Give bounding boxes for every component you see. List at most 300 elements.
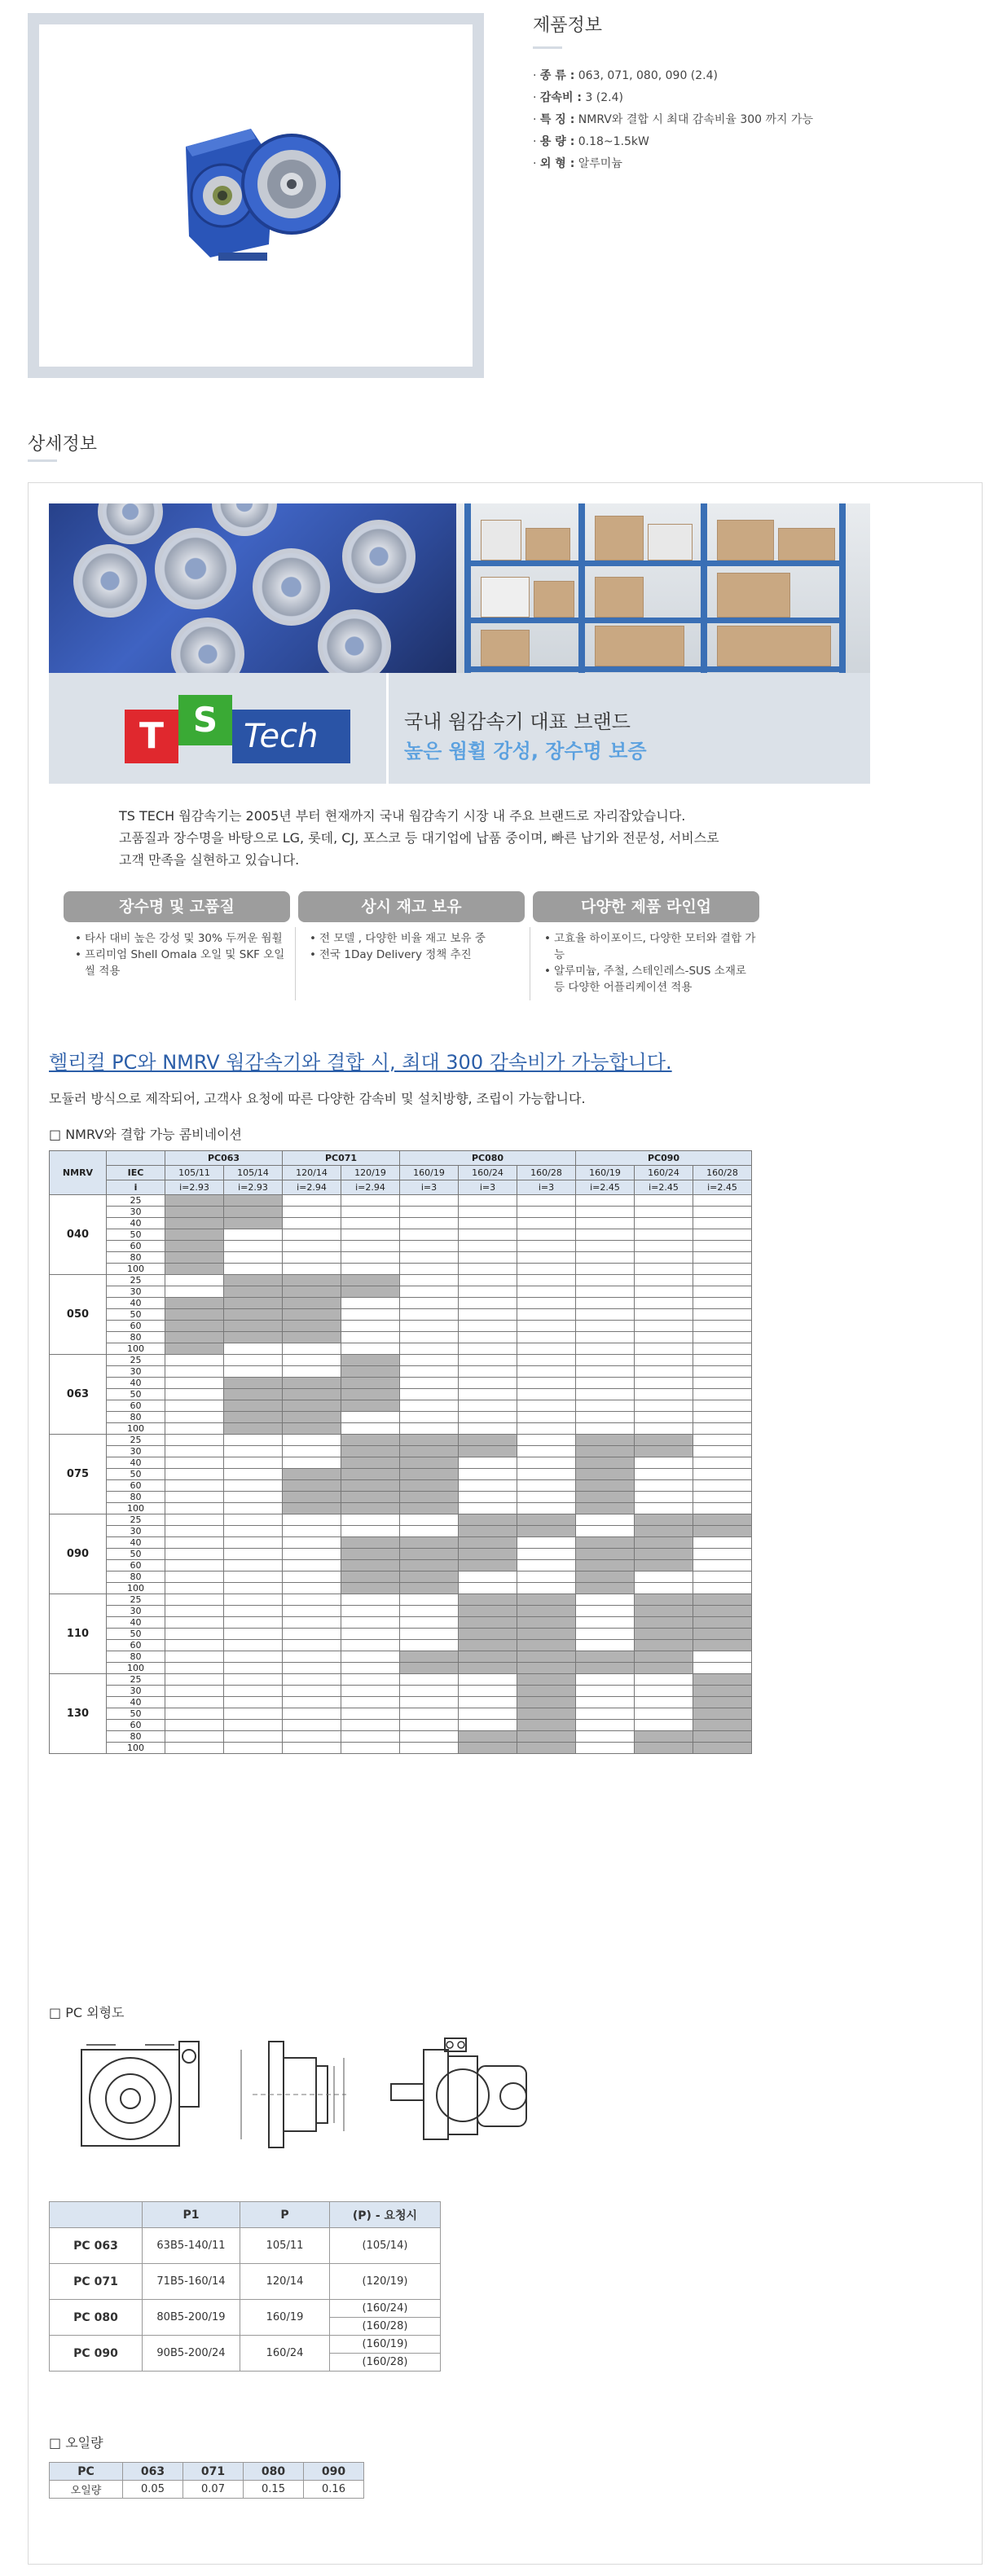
combo-cell-empty <box>576 1743 635 1754</box>
combo-cell-available <box>517 1606 576 1617</box>
table-row <box>50 1743 752 1754</box>
combo-cell-empty <box>635 1343 693 1355</box>
combo-ratio-cell: i=2.45 <box>576 1180 635 1195</box>
table-row <box>50 1594 752 1606</box>
table-row <box>50 1526 752 1537</box>
table-row <box>50 1264 752 1275</box>
combo-cell-empty <box>224 1492 283 1503</box>
combo-cell-available <box>517 1708 576 1720</box>
table-row <box>50 1423 752 1435</box>
combo-cell-empty <box>224 1435 283 1446</box>
table-row <box>50 1686 752 1697</box>
table-row: PC 063 071 080 090 <box>50 2463 364 2481</box>
combo-cell-empty <box>224 1640 283 1651</box>
combo-cell-available <box>635 1514 693 1526</box>
combo-cell-available <box>400 1446 459 1457</box>
combo-corner <box>107 1151 165 1166</box>
combo-cell-empty <box>400 1400 459 1412</box>
combo-cell-empty <box>459 1378 517 1389</box>
combo-cell-empty <box>400 1606 459 1617</box>
combo-sub-ratio: 30 <box>107 1286 165 1298</box>
combo-cell-empty <box>165 1400 224 1412</box>
combo-cell-empty <box>517 1400 576 1412</box>
combo-cell-available <box>693 1617 752 1629</box>
combo-cell-empty <box>165 1514 224 1526</box>
table-row <box>50 1275 752 1286</box>
combo-cell-empty <box>459 1469 517 1480</box>
combo-cell-empty <box>224 1241 283 1252</box>
combo-cell-empty <box>517 1366 576 1378</box>
combo-cell-empty <box>576 1606 635 1617</box>
combo-cell-available <box>341 1366 400 1378</box>
combo-cell-available <box>693 1629 752 1640</box>
combo-cell-available <box>635 1663 693 1674</box>
combo-cell-empty <box>165 1275 224 1286</box>
combo-cell-empty <box>165 1435 224 1446</box>
combo-cell-empty <box>165 1731 224 1743</box>
combo-sub-ratio: 80 <box>107 1731 165 1743</box>
feature-item: • 타사 대비 높은 강성 및 30% 두꺼운 웜휠 <box>75 930 290 947</box>
combo-cell-available <box>693 1708 752 1720</box>
table-row: PC 063 63B5-140/11 105/11 (105/14) <box>50 2228 441 2264</box>
combo-cell-empty <box>224 1743 283 1754</box>
combo-cell-empty <box>517 1207 576 1218</box>
combo-cell-empty <box>400 1708 459 1720</box>
brand-bar <box>49 673 870 784</box>
combo-cell-empty <box>224 1503 283 1514</box>
combo-cell-empty <box>165 1583 224 1594</box>
combo-cell-empty <box>283 1697 341 1708</box>
combo-cell-empty <box>165 1629 224 1640</box>
combo-cell-empty <box>400 1286 459 1298</box>
combo-cell-empty <box>635 1355 693 1366</box>
table-row <box>50 1469 752 1480</box>
combo-cell-empty <box>576 1229 635 1241</box>
combo-cell-available <box>459 1435 517 1446</box>
combo-sub-ratio: 30 <box>107 1526 165 1537</box>
table-row <box>50 1629 752 1640</box>
combo-cell-available <box>635 1651 693 1663</box>
combo-cell-available <box>165 1298 224 1309</box>
detail-title: 상세정보 <box>28 434 98 455</box>
combo-cell-empty <box>400 1514 459 1526</box>
combo-cell-empty <box>400 1275 459 1286</box>
combo-cell-available <box>224 1389 283 1400</box>
combo-cell-empty <box>635 1697 693 1708</box>
combo-cell-available <box>400 1503 459 1514</box>
combo-cell-empty <box>693 1400 752 1412</box>
table-row <box>50 1241 752 1252</box>
combo-cell-available <box>517 1720 576 1731</box>
combo-ratio-cell: i=2.93 <box>165 1180 224 1195</box>
combo-cell-empty <box>693 1469 752 1480</box>
combo-cell-empty <box>224 1355 283 1366</box>
combo-sub-ratio: 40 <box>107 1298 165 1309</box>
combo-cell-available <box>459 1651 517 1663</box>
combo-cell-available <box>459 1446 517 1457</box>
combo-cell-available <box>576 1503 635 1514</box>
banner-photo <box>49 503 870 673</box>
table-row <box>50 1663 752 1674</box>
combo-cell-empty <box>224 1606 283 1617</box>
pc-front-drawing <box>75 2033 213 2156</box>
combo-cell-empty <box>341 1252 400 1264</box>
combo-cell-empty <box>635 1389 693 1400</box>
combo-cell-empty <box>283 1343 341 1355</box>
combo-cell-available <box>635 1560 693 1572</box>
brand-tagline: 국내 웜감속기 대표 브랜드 <box>404 710 631 733</box>
spec-type: · 종 류 : 063, 071, 080, 090 (2.4) <box>533 69 718 82</box>
combo-sub-ratio: 30 <box>107 1366 165 1378</box>
combo-cell-available <box>341 1572 400 1583</box>
combo-cell-empty <box>576 1218 635 1229</box>
combo-sub-ratio: 30 <box>107 1207 165 1218</box>
combo-cell-empty <box>576 1720 635 1731</box>
combo-cell-empty <box>635 1286 693 1298</box>
combo-cell-empty <box>400 1229 459 1241</box>
combo-cell-available <box>165 1218 224 1229</box>
combo-cell-empty <box>459 1207 517 1218</box>
table-row <box>50 1343 752 1355</box>
combo-cell-empty <box>224 1343 283 1355</box>
combo-cell-empty <box>576 1686 635 1697</box>
combo-cell-empty <box>635 1469 693 1480</box>
pc-col-p1: P1 <box>143 2202 240 2228</box>
combo-cell-available <box>576 1457 635 1469</box>
combo-cell-empty <box>635 1457 693 1469</box>
combo-cell-available <box>517 1686 576 1697</box>
combo-iec-cell: 160/24 <box>635 1166 693 1180</box>
combo-cell-empty <box>517 1572 576 1583</box>
combo-cell-available <box>517 1640 576 1651</box>
combo-sub-ratio: 80 <box>107 1492 165 1503</box>
combo-cell-empty <box>576 1594 635 1606</box>
combo-cell-empty <box>283 1264 341 1275</box>
combo-cell-empty <box>283 1218 341 1229</box>
table-row: (160/28) <box>50 2354 441 2372</box>
combo-cell-available <box>400 1583 459 1594</box>
combo-cell-empty <box>635 1674 693 1686</box>
table-row <box>50 1446 752 1457</box>
combo-cell-empty <box>693 1218 752 1229</box>
combo-cell-empty <box>400 1629 459 1640</box>
combo-cell-empty <box>283 1195 341 1207</box>
combo-sub-ratio: 60 <box>107 1321 165 1332</box>
table-row: PC 080 80B5-200/19 160/19 (160/24) <box>50 2300 441 2318</box>
combo-cell-empty <box>693 1286 752 1298</box>
spec-feature: · 특 징 : NMRV와 결합 시 최대 감속비율 300 까지 가능 <box>533 113 814 126</box>
combo-cell-available <box>400 1549 459 1560</box>
table-row <box>50 1503 752 1514</box>
combo-cell-empty <box>224 1663 283 1674</box>
product-photo <box>39 24 473 367</box>
combo-cell-empty <box>400 1252 459 1264</box>
combo-iec-cell: 120/14 <box>283 1166 341 1180</box>
combo-cell-available <box>341 1560 400 1572</box>
combo-cell-available <box>576 1469 635 1480</box>
combo-cell-empty <box>341 1412 400 1423</box>
combo-cell-empty <box>283 1560 341 1572</box>
combo-cell-available <box>459 1640 517 1651</box>
pc-col-p: P <box>240 2202 330 2228</box>
combo-cell-available <box>224 1423 283 1435</box>
combo-cell-empty <box>517 1412 576 1423</box>
pc-col-empty <box>50 2202 143 2228</box>
combo-cell-empty <box>341 1640 400 1651</box>
product-photo-frame <box>28 13 484 378</box>
combo-cell-empty <box>517 1446 576 1457</box>
combo-cell-empty <box>517 1389 576 1400</box>
combo-cell-empty <box>400 1241 459 1252</box>
warehouse-photo <box>456 503 870 673</box>
combo-cell-available <box>165 1252 224 1264</box>
combo-cell-available <box>341 1457 400 1469</box>
combo-cell-available <box>576 1663 635 1674</box>
combo-cell-empty <box>400 1526 459 1537</box>
combo-cell-empty <box>517 1457 576 1469</box>
combo-cell-empty <box>400 1321 459 1332</box>
combo-cell-available <box>283 1492 341 1503</box>
combo-cell-available <box>283 1389 341 1400</box>
combo-cell-empty <box>400 1298 459 1309</box>
combo-cell-empty <box>517 1492 576 1503</box>
combo-cell-empty <box>224 1572 283 1583</box>
combo-cell-empty <box>224 1252 283 1264</box>
combo-cell-empty <box>693 1332 752 1343</box>
combo-iec-cell: 160/19 <box>576 1166 635 1180</box>
combo-cell-empty <box>400 1218 459 1229</box>
combo-cell-empty <box>635 1264 693 1275</box>
combo-cell-empty <box>283 1514 341 1526</box>
table-row <box>50 1583 752 1594</box>
combo-cell-empty <box>283 1583 341 1594</box>
combo-cell-available <box>693 1731 752 1743</box>
combo-cell-empty <box>224 1537 283 1549</box>
combo-cell-empty <box>693 1355 752 1366</box>
combo-cell-available <box>283 1503 341 1514</box>
combo-cell-empty <box>224 1457 283 1469</box>
combo-cell-available <box>283 1469 341 1480</box>
combo-cell-empty <box>517 1435 576 1446</box>
combo-cell-empty <box>459 1457 517 1469</box>
combo-cell-empty <box>517 1583 576 1594</box>
combo-cell-empty <box>283 1640 341 1651</box>
combo-cell-empty <box>283 1572 341 1583</box>
combo-sub-ratio: 40 <box>107 1697 165 1708</box>
combo-cell-available <box>459 1731 517 1743</box>
combo-cell-empty <box>341 1218 400 1229</box>
combo-pc-header: PC080 <box>400 1151 576 1166</box>
combo-sub-ratio: 25 <box>107 1674 165 1686</box>
headline: 헬리컬 PC와 NMRV 웜감속기와 결합 시, 최대 300 감속비가 가능합니다. <box>49 1051 672 1074</box>
combo-cell-empty <box>283 1743 341 1754</box>
combo-cell-empty <box>165 1686 224 1697</box>
combo-cell-empty <box>165 1286 224 1298</box>
combo-cell-empty <box>635 1708 693 1720</box>
combo-cell-empty <box>635 1218 693 1229</box>
combo-cell-empty <box>459 1674 517 1686</box>
combo-cell-empty <box>459 1389 517 1400</box>
combo-section-label: □ NMRV와 결합 가능 콤비네이션 <box>49 1127 242 1142</box>
combo-cell-available <box>576 1480 635 1492</box>
combo-sub-ratio: 50 <box>107 1549 165 1560</box>
combo-cell-empty <box>576 1298 635 1309</box>
combo-ratio-cell: i=3 <box>400 1180 459 1195</box>
combo-cell-empty <box>165 1423 224 1435</box>
table-row <box>50 1537 752 1549</box>
combo-cell-available <box>165 1332 224 1343</box>
combo-cell-available <box>693 1594 752 1606</box>
combo-cell-empty <box>224 1469 283 1480</box>
combo-cell-available <box>576 1651 635 1663</box>
spec-capacity: · 용 량 : 0.18~1.5kW <box>533 135 649 148</box>
combo-cell-empty <box>576 1195 635 1207</box>
combination-table <box>49 1150 752 1754</box>
combo-pc-header: PC063 <box>165 1151 283 1166</box>
combo-cell-empty <box>576 1309 635 1321</box>
combo-cell-empty <box>283 1457 341 1469</box>
combo-cell-empty <box>400 1697 459 1708</box>
combo-sub-ratio: 100 <box>107 1343 165 1355</box>
combo-cell-empty <box>459 1412 517 1423</box>
combo-cell-empty <box>576 1264 635 1275</box>
combo-cell-empty <box>224 1264 283 1275</box>
combo-cell-available <box>400 1469 459 1480</box>
combo-cell-empty <box>517 1480 576 1492</box>
combo-sub-ratio: 80 <box>107 1252 165 1264</box>
combo-cell-available <box>459 1514 517 1526</box>
combo-cell-empty <box>459 1366 517 1378</box>
combo-cell-available <box>283 1378 341 1389</box>
feature-lineup <box>533 891 759 996</box>
table-row: 오일량 0.05 0.07 0.15 0.16 <box>50 2481 364 2499</box>
combo-cell-empty <box>693 1492 752 1503</box>
combo-cell-available <box>341 1469 400 1480</box>
combo-nmrv-size: 075 <box>50 1435 107 1514</box>
combo-cell-empty <box>283 1731 341 1743</box>
combo-cell-empty <box>165 1606 224 1617</box>
combo-cell-empty <box>693 1389 752 1400</box>
combo-cell-empty <box>283 1617 341 1629</box>
combo-iec-cell: 105/14 <box>224 1166 283 1180</box>
combo-cell-empty <box>576 1400 635 1412</box>
table-row <box>50 1708 752 1720</box>
combo-pc-header: PC090 <box>576 1151 752 1166</box>
combo-cell-empty <box>341 1674 400 1686</box>
combo-cell-empty <box>517 1355 576 1366</box>
combo-cell-empty <box>693 1560 752 1572</box>
combo-cell-empty <box>400 1378 459 1389</box>
combo-nmrv-header: NMRV <box>50 1151 107 1195</box>
combo-cell-empty <box>283 1686 341 1697</box>
combo-ratio-cell: i=2.94 <box>341 1180 400 1195</box>
combo-cell-available <box>283 1309 341 1321</box>
combo-cell-available <box>341 1549 400 1560</box>
combo-cell-empty <box>165 1572 224 1583</box>
logo-tech: Tech <box>232 710 350 763</box>
combo-cell-empty <box>165 1617 224 1629</box>
combo-cell-empty <box>165 1537 224 1549</box>
combo-cell-empty <box>165 1378 224 1389</box>
combo-ratio-cell: i=3 <box>459 1180 517 1195</box>
combo-sub-ratio: 30 <box>107 1446 165 1457</box>
combo-cell-available <box>576 1549 635 1560</box>
table-row <box>50 1321 752 1332</box>
combo-cell-empty <box>165 1697 224 1708</box>
combo-cell-empty <box>341 1651 400 1663</box>
combo-cell-available <box>224 1218 283 1229</box>
combo-cell-empty <box>517 1332 576 1343</box>
combo-cell-empty <box>635 1275 693 1286</box>
combo-cell-empty <box>283 1606 341 1617</box>
combo-cell-available <box>459 1629 517 1640</box>
combo-cell-empty <box>693 1651 752 1663</box>
combo-cell-empty <box>459 1195 517 1207</box>
combo-cell-empty <box>459 1286 517 1298</box>
combo-cell-empty <box>576 1366 635 1378</box>
combo-cell-empty <box>576 1423 635 1435</box>
combo-cell-empty <box>693 1457 752 1469</box>
combo-sub-ratio: 40 <box>107 1537 165 1549</box>
combo-cell-empty <box>400 1743 459 1754</box>
intro-text: TS TECH 웜감속기는 2005년 부터 현재까지 국내 웜감속기 시장 내 주요 브랜드로 자리잡았습니다. 고품질과 장수명을 바탕으로 LG, 롯데, CJ, 포스코 등 대기업에 납품 중이며, 빠른 납기와 전문성, 서비스로 고객 만족을 실현하고 있습니다. <box>119 808 719 868</box>
combo-cell-empty <box>576 1412 635 1423</box>
combo-cell-empty <box>693 1195 752 1207</box>
table-row <box>50 1218 752 1229</box>
combo-cell-available <box>400 1651 459 1663</box>
pc-side-drawing <box>236 2033 358 2156</box>
table-row <box>50 1720 752 1731</box>
combo-cell-empty <box>283 1720 341 1731</box>
combo-cell-empty <box>224 1651 283 1663</box>
combo-cell-empty <box>576 1241 635 1252</box>
combo-cell-empty <box>459 1720 517 1731</box>
combo-sub-ratio: 100 <box>107 1583 165 1594</box>
combo-cell-empty <box>459 1480 517 1492</box>
combo-cell-empty <box>459 1583 517 1594</box>
combo-cell-available <box>459 1560 517 1572</box>
table-row <box>50 1480 752 1492</box>
combo-cell-available <box>635 1549 693 1560</box>
combo-cell-empty <box>693 1207 752 1218</box>
combo-nmrv-size: 040 <box>50 1195 107 1275</box>
combo-cell-empty <box>517 1321 576 1332</box>
combo-cell-available <box>635 1640 693 1651</box>
combo-cell-available <box>576 1492 635 1503</box>
combo-cell-empty <box>635 1480 693 1492</box>
combo-cell-empty <box>165 1412 224 1423</box>
combo-cell-empty <box>576 1275 635 1286</box>
combo-cell-empty <box>283 1708 341 1720</box>
combo-sub-ratio: 100 <box>107 1743 165 1754</box>
combo-cell-available <box>341 1286 400 1298</box>
combo-cell-empty <box>341 1264 400 1275</box>
gear-stack-photo <box>49 503 456 673</box>
table-row <box>50 1207 752 1218</box>
combo-sub-ratio: 25 <box>107 1195 165 1207</box>
combo-cell-empty <box>693 1435 752 1446</box>
combo-cell-empty <box>341 1731 400 1743</box>
combo-cell-empty <box>576 1514 635 1526</box>
combo-cell-empty <box>635 1572 693 1583</box>
combo-cell-available <box>576 1537 635 1549</box>
headline-sub: 모듈러 방식으로 제작되어, 고객사 요청에 따른 다양한 감속비 및 설치방향, 조립이 가능합니다. <box>49 1091 586 1106</box>
combo-cell-empty <box>165 1355 224 1366</box>
combo-cell-empty <box>341 1629 400 1640</box>
combo-cell-available <box>341 1275 400 1286</box>
combo-cell-available <box>517 1674 576 1686</box>
combo-iec-header: IEC <box>107 1166 165 1180</box>
